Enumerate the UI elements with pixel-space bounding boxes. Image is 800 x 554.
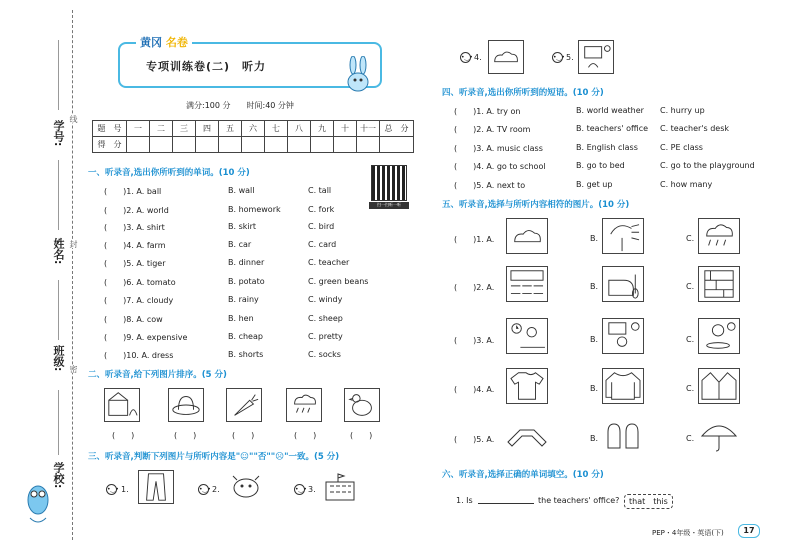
option-a[interactable]: ( )8. A. cow xyxy=(104,315,163,324)
option-a[interactable]: ( )5. A. next to xyxy=(454,181,526,190)
option-b[interactable]: B. hen xyxy=(228,314,254,323)
logo-main: 黄冈 xyxy=(140,36,162,49)
logo-sub: 名卷 xyxy=(165,36,188,49)
item-number: 5. xyxy=(566,53,574,62)
list-item xyxy=(86,314,426,326)
option-c[interactable]: C. teacher's desk xyxy=(660,124,730,133)
bind-char-line: 线 xyxy=(69,115,78,123)
question-label[interactable]: ( )2. A. xyxy=(454,283,495,292)
score-header-cell: 一 xyxy=(127,121,150,137)
answer-paren[interactable]: ( ) xyxy=(350,431,373,440)
option-b[interactable]: B. go to bed xyxy=(576,161,625,170)
option-c-label: C. xyxy=(686,384,695,393)
option-b[interactable]: B. shorts xyxy=(228,350,264,359)
sweater-icon[interactable] xyxy=(602,368,644,404)
right-page xyxy=(440,0,795,554)
question-label[interactable]: ( )3. A. xyxy=(454,336,495,345)
section6-title: 六、听录音,选择正确的单词填空。(10 分) xyxy=(442,470,604,480)
trousers-icon xyxy=(138,470,174,504)
mascot-icon xyxy=(18,470,58,530)
option-c[interactable]: C. hurry up xyxy=(660,106,705,115)
list-item xyxy=(440,161,795,173)
boy-tv-clock-icon[interactable] xyxy=(602,318,644,354)
rain-cloud-icon[interactable] xyxy=(698,218,740,254)
option-a[interactable]: ( )9. A. expensive xyxy=(104,333,188,342)
score-table xyxy=(92,120,414,153)
score-header-cell: 六 xyxy=(242,121,265,137)
school-building-icon xyxy=(322,470,358,504)
mittens-icon[interactable] xyxy=(602,418,644,454)
bind-char-secret: 密 xyxy=(69,365,78,373)
cut-line xyxy=(72,10,73,540)
qr-caption: 扫一扫听一听 xyxy=(369,202,409,209)
score-header-cell: 十一 xyxy=(357,121,380,137)
option-c[interactable]: C. card xyxy=(308,240,337,249)
score-cell[interactable] xyxy=(357,137,380,153)
option-b[interactable]: B. dinner xyxy=(228,258,265,267)
music-room-icon[interactable] xyxy=(602,266,644,302)
score-time-info: 满分:100 分 时间:40 分钟 xyxy=(186,101,294,110)
option-b-label: B. xyxy=(590,434,599,443)
left-page xyxy=(86,0,436,554)
farm-scene-icon xyxy=(104,388,140,422)
option-c[interactable]: C. socks xyxy=(308,350,341,359)
option-c-label: C. xyxy=(686,234,695,243)
bind-char-seal: 封 xyxy=(69,240,78,248)
option-c[interactable]: C. PE class xyxy=(660,143,703,152)
option-b-label: B. xyxy=(590,234,599,243)
list-item xyxy=(86,258,426,270)
rain-cloud-icon xyxy=(286,388,322,422)
section1-title: 一、听录音,选出你所听到的单词。(10 分) xyxy=(88,168,250,178)
library-shelf-icon[interactable] xyxy=(698,266,740,302)
section5-title: 五、听录音,选择与所听内容相符的图片。(10 分) xyxy=(442,200,630,210)
option-c[interactable]: C. windy xyxy=(308,295,343,304)
question-label[interactable]: ( )4. A. xyxy=(454,385,495,394)
list-item xyxy=(440,180,795,192)
smile-answer-icon[interactable]: •‿• xyxy=(553,54,565,61)
umbrella-icon[interactable] xyxy=(698,418,740,454)
option-a[interactable]: ( )3. A. shirt xyxy=(104,223,165,232)
item-number: 3. xyxy=(308,485,316,494)
page-number: 17 xyxy=(738,524,760,538)
option-a[interactable]: ( )2. A. TV room xyxy=(454,125,531,134)
option-a[interactable]: ( )1. A. try on xyxy=(454,107,521,116)
score-cell[interactable] xyxy=(219,137,242,153)
list-item xyxy=(86,240,426,252)
score-cell[interactable] xyxy=(334,137,357,153)
binding-margin xyxy=(0,0,86,554)
option-b[interactable]: B. teachers' office xyxy=(576,124,649,133)
section4-title: 四、听录音,选出你所听到的短语。(10 分) xyxy=(442,88,604,98)
score-header-cell: 七 xyxy=(265,121,288,137)
option-a[interactable]: ( )6. A. tomato xyxy=(104,278,176,287)
list-item xyxy=(86,277,426,289)
class-field[interactable] xyxy=(58,280,59,340)
score-header-cell: 五 xyxy=(219,121,242,137)
rabbit-icon xyxy=(338,56,378,96)
list-item xyxy=(440,143,795,155)
item-number: 2. xyxy=(212,485,220,494)
cow-icon xyxy=(228,470,264,504)
answer-paren[interactable]: ( ) xyxy=(294,431,317,440)
school-label: 学校: xyxy=(52,462,65,489)
hat-icon xyxy=(168,388,204,422)
option-a[interactable]: ( )3. A. music class xyxy=(454,144,543,153)
smile-answer-icon[interactable]: •‿• xyxy=(107,486,119,493)
smile-answer-icon[interactable]: •‿• xyxy=(461,54,473,61)
answer-paren[interactable]: ( ) xyxy=(174,431,197,440)
boy-dinner-clock-icon[interactable] xyxy=(698,318,740,354)
option-b-label: B. xyxy=(590,384,599,393)
scarf-icon[interactable] xyxy=(506,418,548,454)
answer-blank[interactable] xyxy=(478,496,534,504)
option-a[interactable]: ( )4. A. farm xyxy=(104,241,166,250)
option-b[interactable]: B. skirt xyxy=(228,222,257,231)
option-b[interactable]: B. rainy xyxy=(228,295,259,304)
score-cell[interactable] xyxy=(150,137,173,153)
option-c[interactable]: C. sheep xyxy=(308,314,343,323)
name-field[interactable] xyxy=(58,160,59,230)
option-b[interactable]: B. wall xyxy=(228,186,255,195)
section2-title: 二、听录音,给下列图片排序。(5 分) xyxy=(88,370,227,380)
option-a[interactable]: ( )4. A. go to school xyxy=(454,162,546,171)
hen-icon xyxy=(344,388,380,422)
brand-logo xyxy=(136,34,192,50)
list-item xyxy=(86,350,426,362)
option-c[interactable]: C. teacher xyxy=(308,258,350,267)
carrot-icon xyxy=(226,388,262,422)
list-item xyxy=(86,332,426,344)
option-c[interactable]: C. go to the playground xyxy=(660,161,755,170)
fill-in-item xyxy=(440,496,795,508)
page-title: 专项训练卷(二) 听力 xyxy=(146,60,267,73)
option-c[interactable]: C. fork xyxy=(308,205,335,214)
score-cell[interactable] xyxy=(265,137,288,153)
word-options-box: that this xyxy=(624,494,673,509)
option-c[interactable]: C. tall xyxy=(308,186,332,195)
score-cell[interactable] xyxy=(242,137,265,153)
score-cell[interactable] xyxy=(288,137,311,153)
score-header-cell: 三 xyxy=(173,121,196,137)
list-item xyxy=(86,222,426,234)
option-a[interactable]: ( )5. A. tiger xyxy=(104,259,166,268)
option-c-label: C. xyxy=(686,282,695,291)
windy-tree-icon[interactable] xyxy=(602,218,644,254)
cloud-icon xyxy=(488,40,524,74)
q1-end: the teachers' office? xyxy=(538,496,620,505)
option-c-label: C. xyxy=(686,335,695,344)
q1-start: 1. Is xyxy=(456,496,473,505)
name-label: 姓名: xyxy=(52,238,65,265)
score-header-cell: 总 分 xyxy=(380,121,414,137)
option-b[interactable]: B. car xyxy=(228,240,252,249)
student-id-field[interactable] xyxy=(58,40,59,110)
list-item xyxy=(86,205,426,217)
score-header-cell: 二 xyxy=(150,121,173,137)
cloud-icon[interactable] xyxy=(506,218,548,254)
option-b[interactable]: B. world weather xyxy=(576,106,644,115)
answer-paren[interactable]: ( ) xyxy=(232,431,255,440)
option-a[interactable]: ( )1. A. ball xyxy=(104,187,162,196)
score-header-cell: 八 xyxy=(288,121,311,137)
score-header-cell: 题 号 xyxy=(93,121,127,137)
option-a[interactable]: ( )10. A. dress xyxy=(104,351,174,360)
option-c[interactable]: C. green beans xyxy=(308,277,369,286)
score-cell[interactable] xyxy=(127,137,150,153)
option-a[interactable]: ( )7. A. cloudy xyxy=(104,296,174,305)
smile-answer-icon[interactable]: •‿• xyxy=(199,486,211,493)
list-item xyxy=(86,186,426,198)
option-a[interactable]: ( )2. A. world xyxy=(104,206,169,215)
option-c[interactable]: C. how many xyxy=(660,180,713,189)
option-b[interactable]: B. homework xyxy=(228,205,281,214)
score-header-cell: 四 xyxy=(196,121,219,137)
student-id-label: 学号: xyxy=(52,120,65,147)
class-label: 班级: xyxy=(52,345,65,372)
score-header-cell: 九 xyxy=(311,121,334,137)
item-number: 4. xyxy=(474,53,482,62)
answer-paren[interactable]: ( ) xyxy=(112,431,135,440)
option-c[interactable]: C. bird xyxy=(308,222,335,231)
jacket-icon[interactable] xyxy=(698,368,740,404)
option-c[interactable]: C. pretty xyxy=(308,332,343,341)
boy-eating-clock-icon[interactable] xyxy=(506,318,548,354)
option-b[interactable]: B. potato xyxy=(228,277,265,286)
list-item xyxy=(86,295,426,307)
option-b-label: B. xyxy=(590,335,599,344)
score-label-cell: 得 分 xyxy=(93,137,127,153)
option-b[interactable]: B. get up xyxy=(576,180,613,189)
option-b[interactable]: B. cheap xyxy=(228,332,263,341)
score-cell[interactable] xyxy=(173,137,196,153)
series-label: PEP・4年级・英语(下) xyxy=(652,529,724,537)
option-b-label: B. xyxy=(590,282,599,291)
score-cell[interactable] xyxy=(380,137,414,153)
list-item xyxy=(440,124,795,136)
option-c-label: C. xyxy=(686,434,695,443)
question-label[interactable]: ( )5. A. xyxy=(454,435,495,444)
score-header-cell: 十 xyxy=(334,121,357,137)
smile-answer-icon[interactable]: •‿• xyxy=(295,486,307,493)
tv-room-icon xyxy=(578,40,614,74)
school-field[interactable] xyxy=(58,390,59,455)
section3-title: 三、听录音,判断下列图片与所听内容是"☺""否""☹"一致。(5 分) xyxy=(88,452,340,462)
question-label[interactable]: ( )1. A. xyxy=(454,235,495,244)
classroom-desks-icon[interactable] xyxy=(506,266,548,302)
t-shirt-icon[interactable] xyxy=(506,368,548,404)
list-item xyxy=(440,106,795,118)
option-b[interactable]: B. English class xyxy=(576,143,638,152)
score-cell[interactable] xyxy=(196,137,219,153)
item-number: 1. xyxy=(121,485,129,494)
score-cell[interactable] xyxy=(311,137,334,153)
